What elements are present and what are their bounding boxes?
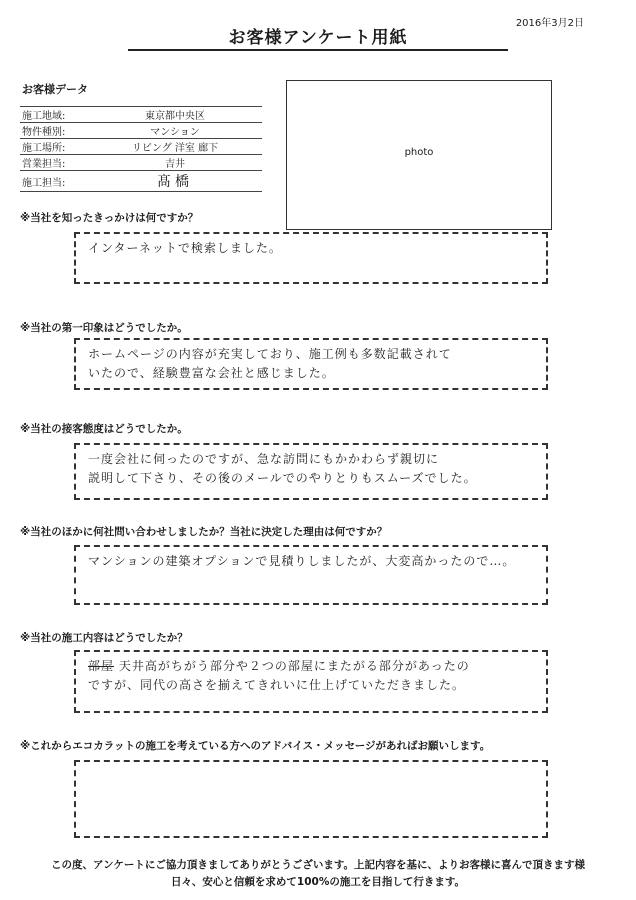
- photo-placeholder: [286, 80, 552, 230]
- question-6: ※これからエコカラットの施工を考えている方へのアドバイス・メッセージがあればお願いします。: [20, 740, 491, 752]
- question-3: ※当社の接客態度はどうでしたか。: [20, 423, 188, 435]
- answer-4-line-1: マンションの建築オプションで見積りしましたが、大変高かったので…。: [88, 554, 516, 568]
- property-type-value: マンション: [90, 123, 262, 139]
- row-property-type: [20, 123, 262, 139]
- footer-line-1: この度、アンケートにご協力頂きましてありがとうございます。上記内容を基に、よりお客様に喜んで頂きます様: [50, 859, 586, 871]
- footer-message: [0, 857, 636, 891]
- answer-box-6: [74, 760, 548, 838]
- row-construction-place: [20, 139, 262, 155]
- answer-1-line-1: インターネットで検索しました。: [88, 241, 282, 255]
- question-5: ※当社の施工内容はどうでしたか？: [20, 632, 188, 644]
- answer-box-2: [74, 338, 548, 390]
- answer-box-1: [74, 232, 548, 284]
- construction-rep-label: 施工担当:: [20, 171, 90, 192]
- answer-3-line-2: 説明して下さり、その後のメールでのやりとりもスムーズでした。: [88, 471, 477, 485]
- construction-rep-value: 髙橋: [90, 171, 262, 192]
- sales-rep-value: 吉井: [90, 155, 262, 171]
- footer-line-2: 日々、安心と信頼を求めて100%の施工を目指して行きます。: [170, 876, 466, 888]
- answer-box-4: [74, 545, 548, 605]
- row-construction-area: [20, 107, 262, 123]
- construction-area-label: 施工地域:: [20, 107, 90, 123]
- answer-2-line-1: ホームページの内容が充実しており、施工例も多数記載されて: [88, 347, 452, 361]
- customer-data-table: [20, 106, 262, 192]
- construction-place-value: リビング 洋室 廊下: [90, 139, 262, 155]
- property-type-label: 物件種別:: [20, 123, 90, 139]
- row-sales-rep: [20, 155, 262, 171]
- photo-label: photo: [404, 147, 434, 158]
- answer-5-line-1-text: 天井高がちがう部分や２つの部屋にまたがる部分があったの: [118, 659, 470, 673]
- page-title-underline: [128, 27, 508, 51]
- page-title: お客様アンケート用紙: [228, 28, 408, 48]
- struck-out-word: 部屋: [88, 659, 115, 673]
- construction-area-value: 東京都中央区: [90, 107, 262, 123]
- answer-box-5: [74, 650, 548, 713]
- customer-data-heading: お客様データ: [22, 83, 88, 96]
- answer-box-3: [74, 443, 548, 500]
- construction-place-label: 施工場所:: [20, 139, 90, 155]
- question-1: ※当社を知ったきっかけは何ですか？: [20, 212, 199, 224]
- answer-5-line-2: ですが、同代の高さを揃えてきれいに仕上げていただきました。: [88, 678, 466, 692]
- answer-3-line-1: 一度会社に伺ったのですが、急な訪問にもかかわらず親切に: [88, 452, 440, 466]
- answer-5-line-1: [88, 657, 534, 676]
- question-4: ※当社のほかに何社問い合わせしましたか？当社に決定した理由は何ですか？: [20, 526, 388, 538]
- question-2: ※当社の第一印象はどうでしたか。: [20, 322, 188, 334]
- row-construction-rep: [20, 171, 262, 192]
- survey-date: 2016年3月2日: [515, 18, 584, 29]
- answer-2-line-2: いたので、経験豊富な会社と感じました。: [88, 366, 335, 380]
- sales-rep-label: 営業担当:: [20, 155, 90, 171]
